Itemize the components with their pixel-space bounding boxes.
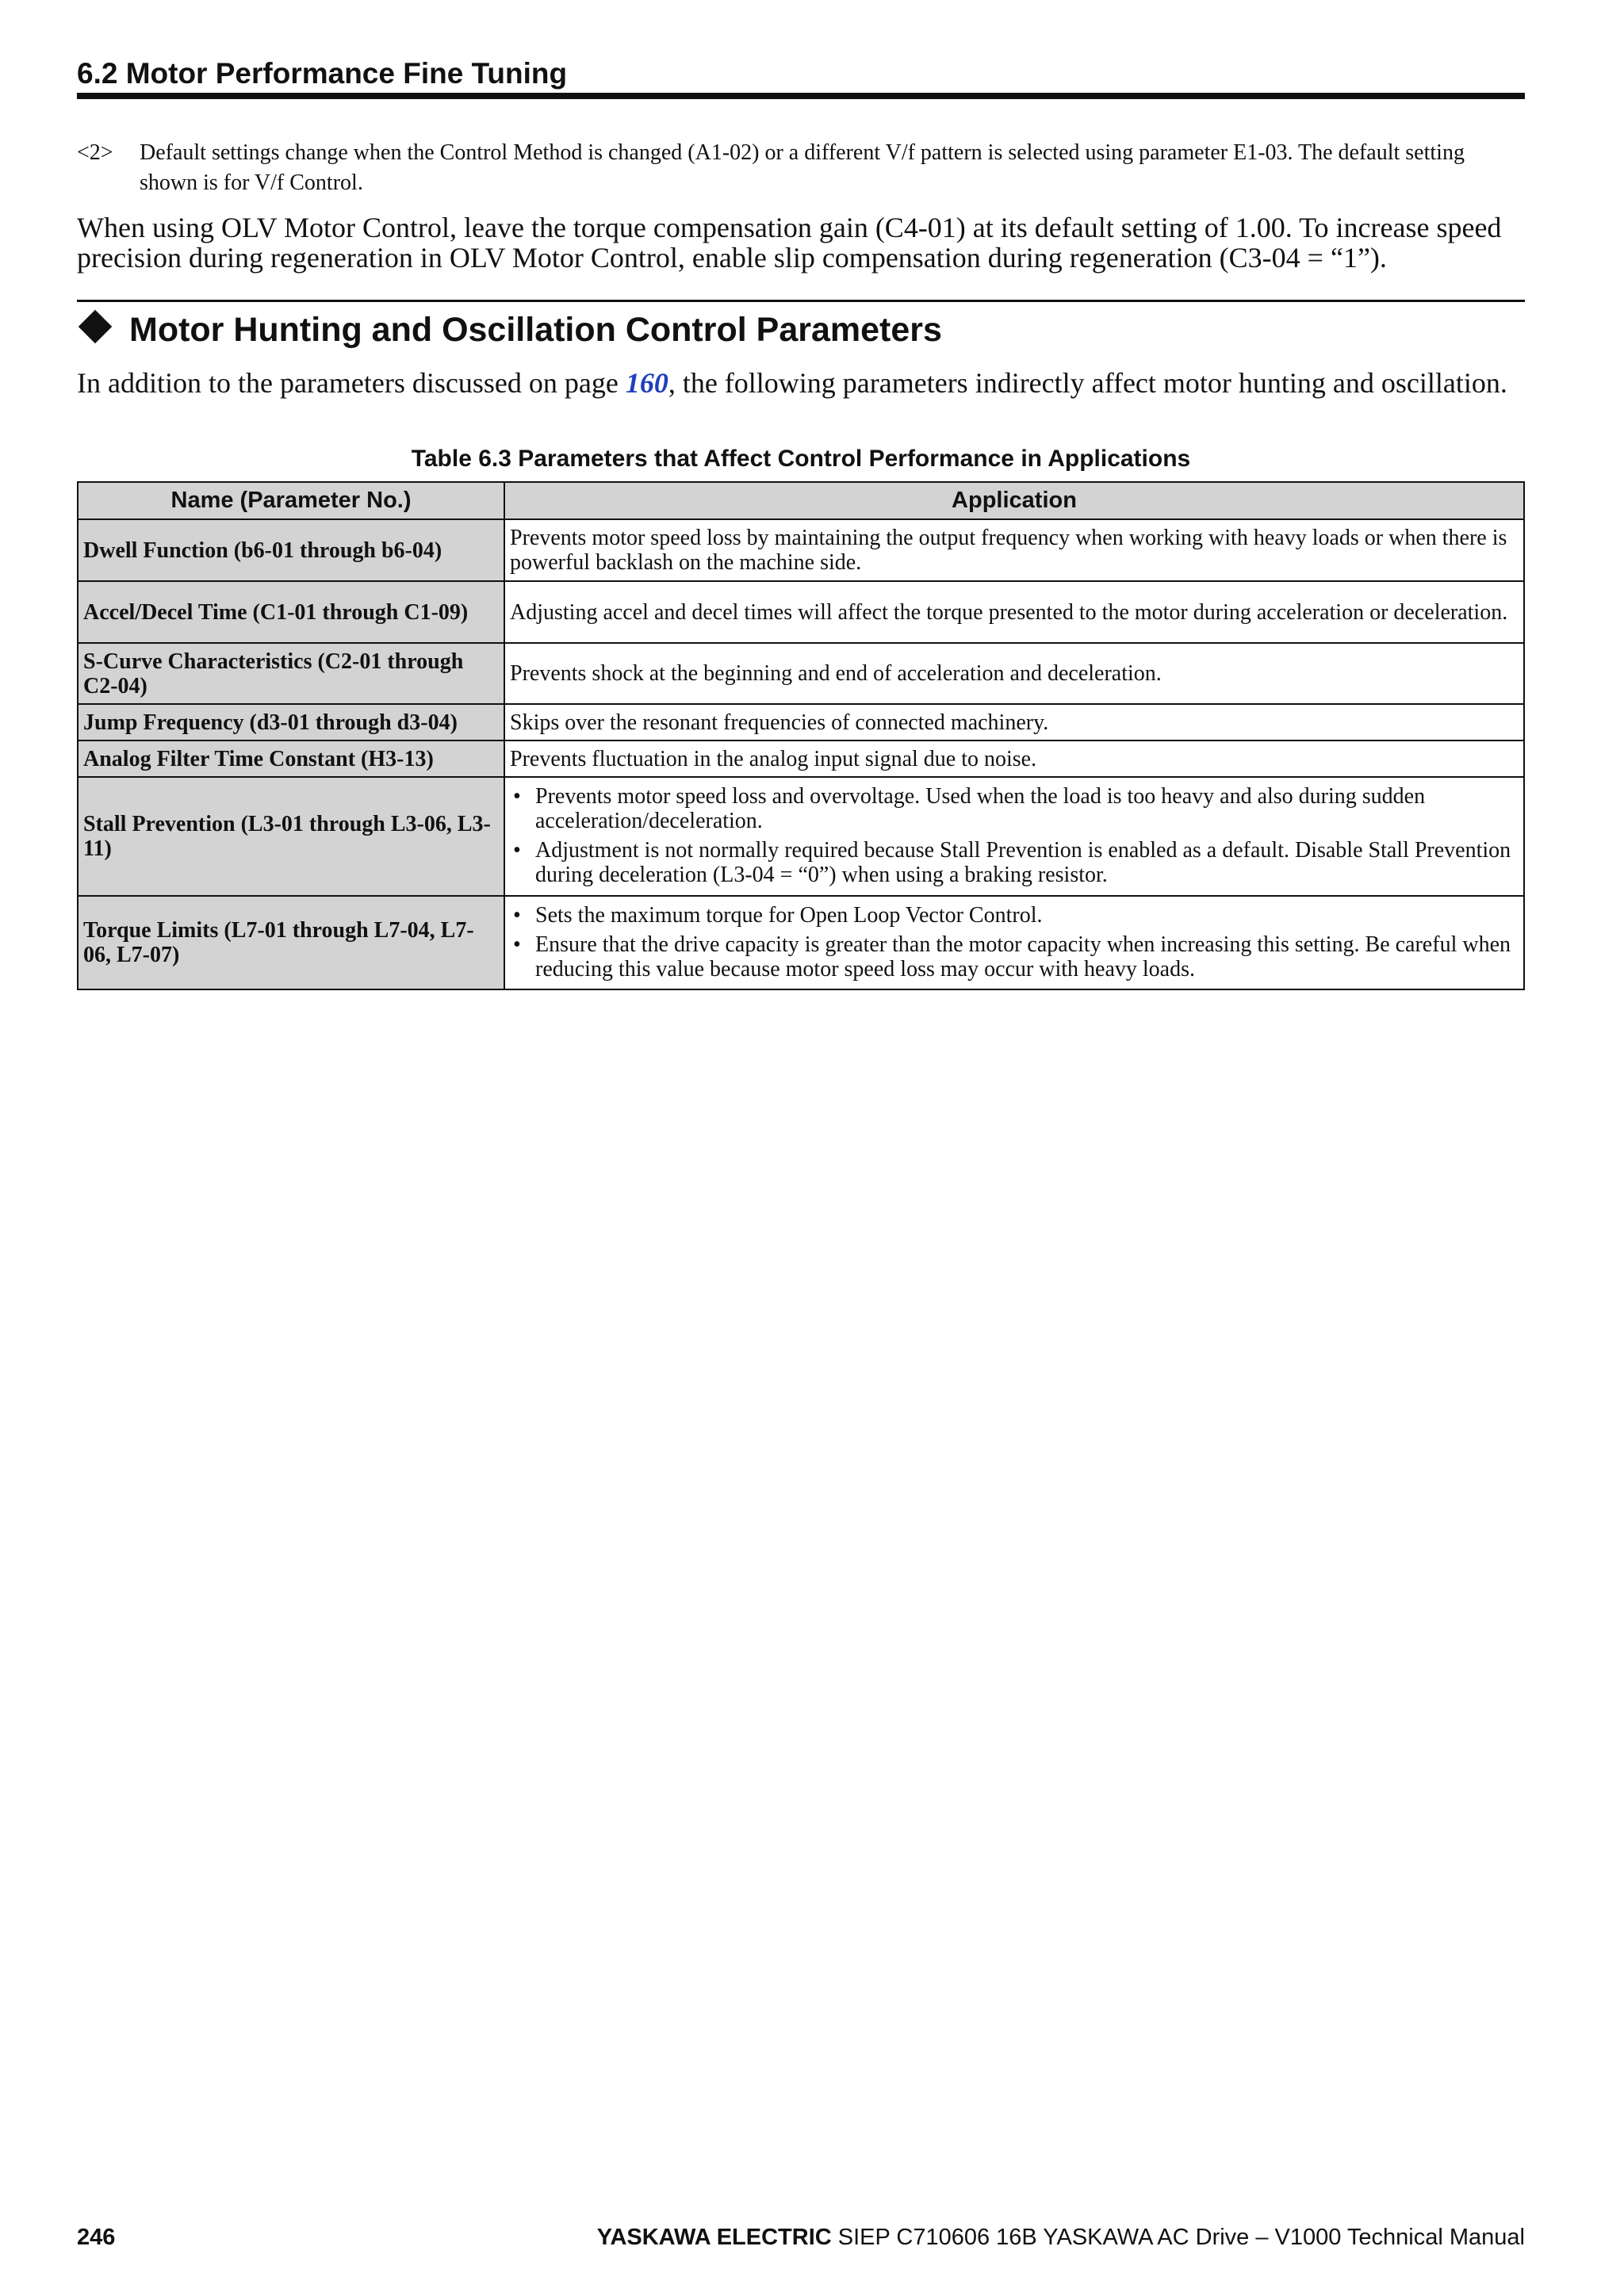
parameter-name: Analog Filter Time Constant (H3-13) [78,740,504,777]
table-row [78,643,1524,704]
parameter-name: Stall Prevention (L3-01 through L3-06, L3-11) [78,777,504,896]
footnote [77,138,1525,198]
subsection-title: Motor Hunting and Oscillation Control Parameters [129,311,942,349]
bullet-item: • Sets the maximum torque for Open Loop Vector Control. [510,903,1519,928]
diamond-bullet-icon [79,310,112,343]
parameter-name: Accel/Decel Time (C1-01 through C1-09) [78,581,504,643]
column-header-name: Name (Parameter No.) [78,482,504,519]
parameter-name: S-Curve Characteristics (C2-01 through C2-04) [78,643,504,704]
parameter-application [504,777,1524,896]
footer-brand: YASKAWA ELECTRIC [596,2225,832,2250]
bullet-item: • Ensure that the drive capacity is greater than the motor capacity when increasing this setting. Be careful when reducing this value because motor speed loss may occur with heavy loads. [510,932,1519,982]
parameters-table [77,481,1525,990]
paragraph-olv: When using OLV Motor Control, leave the torque compensation gain (C4-01) at its default setting of 1.00. To increase speed precision during regeneration in OLV Motor Control, enable slip compensation during regeneration (C3-04 = “1”). [77,212,1502,274]
paragraph-intro [77,368,1525,398]
intro-text-after: , the following parameters indirectly affect motor hunting and oscillation. [668,367,1507,399]
table-row [78,777,1524,896]
section-rule [77,93,1525,99]
table-row [78,896,1524,989]
table-row [78,519,1524,581]
parameter-application [504,896,1524,989]
table-row [78,704,1524,740]
parameter-application: Prevents motor speed loss by maintaining the output frequency when working with heavy loads or when there is powerful backlash on the machine side. [504,519,1524,581]
table-row [78,581,1524,643]
section-title: 6.2 Motor Performance Fine Tuning [77,57,568,90]
table-header-row [78,482,1524,519]
bullet-item: • Prevents motor speed loss and overvoltage. Used when the load is too heavy and also during sudden acceleration/deceleration. [510,784,1519,833]
bullet-list [510,903,1519,982]
intro-text-before: In addition to the parameters discussed on page [77,367,626,399]
page-160-link[interactable]: 160 [625,367,668,399]
parameter-name: Torque Limits (L7-01 through L7-04, L7-06, L7-07) [78,896,504,989]
parameter-application: Adjusting accel and decel times will affect the torque presented to the motor during acceleration or deceleration. [504,581,1524,643]
document-page [77,0,1525,2296]
column-header-application: Application [504,482,1524,519]
bullet-list [510,784,1519,887]
footer-doc-info [597,2225,1525,2251]
table-row [78,740,1524,777]
parameter-name: Jump Frequency (d3-01 through d3-04) [78,704,504,740]
parameter-name: Dwell Function (b6-01 through b6-04) [78,519,504,581]
parameter-application: Prevents fluctuation in the analog input signal due to noise. [504,740,1524,777]
table-caption: Table 6.3 Parameters that Affect Control Performance in Applications [411,446,1191,472]
footnote-text: Default settings change when the Control Method is changed (A1-02) or a different V/f pattern is selected using parameter E1-03. The default setting shown is for V/f Control. [140,140,1465,195]
bullet-item: • Adjustment is not normally required because Stall Prevention is enabled as a default. Disable Stall Prevention during deceleration (L3-04 = “0”) when using a braking resistor. [510,838,1519,887]
footnote-mark: <2> [77,140,113,165]
page-number: 246 [77,2225,116,2250]
subsection-heading [77,308,1525,352]
subsection-rule [77,300,1525,302]
parameter-application: Prevents shock at the beginning and end of acceleration and deceleration. [504,643,1524,704]
footer-doc-title: SIEP C710606 16B YASKAWA AC Drive – V1000 Technical Manual [831,2225,1525,2250]
parameter-application: Skips over the resonant frequencies of connected machinery. [504,704,1524,740]
